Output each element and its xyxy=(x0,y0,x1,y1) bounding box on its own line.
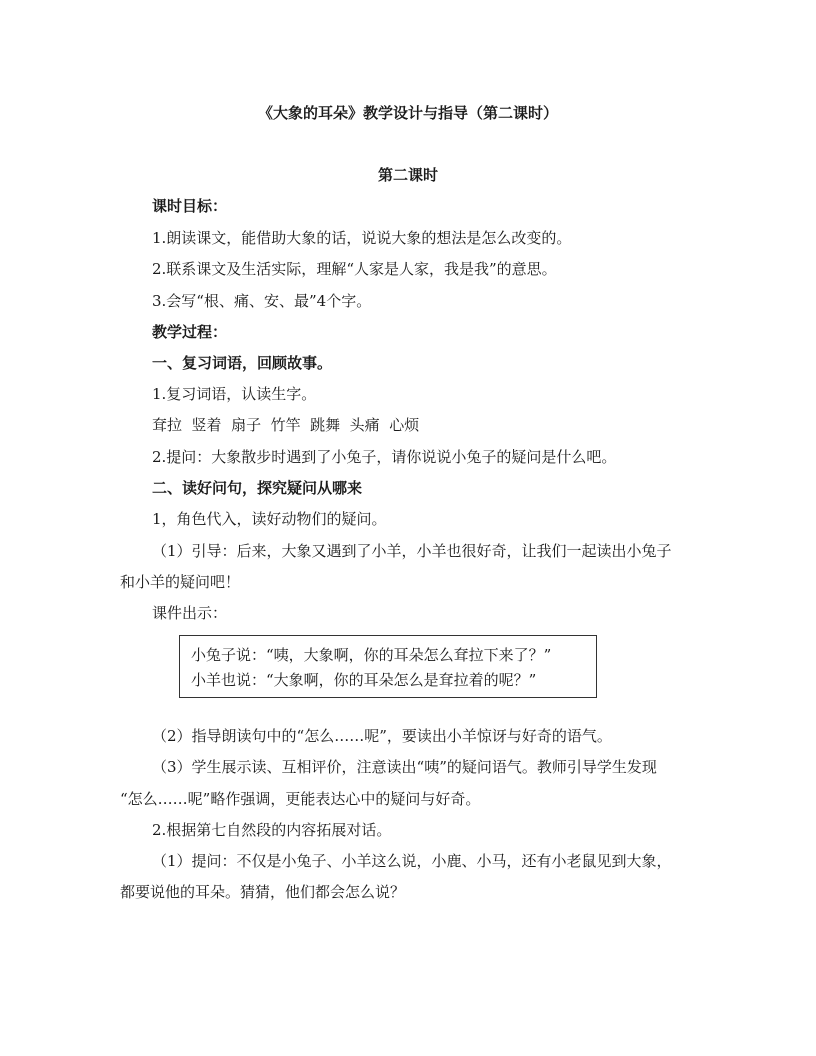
lesson-subtitle: 第二课时 xyxy=(377,166,438,184)
paragraph-line: （2）指导朗读句中的“怎么……呢”，要读出小羊惊讶与好奇的语气。 xyxy=(152,727,612,745)
objective-item: 2.联系课文及生活实际，理解“人家是人家，我是我”的意思。 xyxy=(152,260,557,278)
step-text: 2.根据第七自然段的内容拓展对话。 xyxy=(152,821,392,839)
step-text: 1，角色代入，读好动物们的疑问。 xyxy=(152,510,387,528)
process-heading: 教学过程： xyxy=(152,323,228,341)
paragraph-line: 都要说他的耳朵。猜猜，他们都会怎么说？ xyxy=(120,883,406,901)
section-heading: 二、读好问句，探究疑问从哪来 xyxy=(152,479,363,497)
paragraph-line: （3）学生展示读、互相评价，注意读出“咦”的疑问语气。教师引导学生发现 xyxy=(152,758,657,776)
courseware-label: 课件出示： xyxy=(152,604,228,622)
courseware-line: 小兔子说：“咦，大象啊，你的耳朵怎么耷拉下来了？” xyxy=(191,646,552,664)
vocabulary-words: 耷拉 竖着 扇子 竹竿 跳舞 头痛 心烦 xyxy=(152,416,420,434)
paragraph-line: 和小羊的疑问吧！ xyxy=(120,573,241,591)
courseware-box xyxy=(179,635,597,698)
paragraph-line: （1）提问：不仅是小兔子、小羊这么说，小鹿、小马，还有小老鼠见到大象， xyxy=(152,852,672,870)
paragraph-line: “怎么……呢”略作强调，更能表达心中的疑问与好奇。 xyxy=(120,790,481,808)
objectives-heading: 课时目标： xyxy=(152,197,228,215)
paragraph-line: （1）引导：后来，大象又遇到了小羊，小羊也很好奇，让我们一起读出小兔子 xyxy=(152,542,672,560)
step-text: 2.提问：大象散步时遇到了小兔子，请你说说小兔子的疑问是什么吧。 xyxy=(152,448,617,466)
objective-item: 1.朗读课文，能借助大象的话，说说大象的想法是怎么改变的。 xyxy=(152,229,572,247)
objective-item: 3.会写“根、痛、安、最”4个字。 xyxy=(152,292,372,310)
section-heading: 一、复习词语，回顾故事。 xyxy=(152,354,333,372)
courseware-line: 小羊也说：“大象啊，你的耳朵怎么是耷拉着的呢？” xyxy=(191,671,537,689)
step-text: 1.复习词语，认读生字。 xyxy=(152,385,317,403)
document-title: 《大象的耳朵》教学设计与指导（第二课时） xyxy=(257,104,558,122)
